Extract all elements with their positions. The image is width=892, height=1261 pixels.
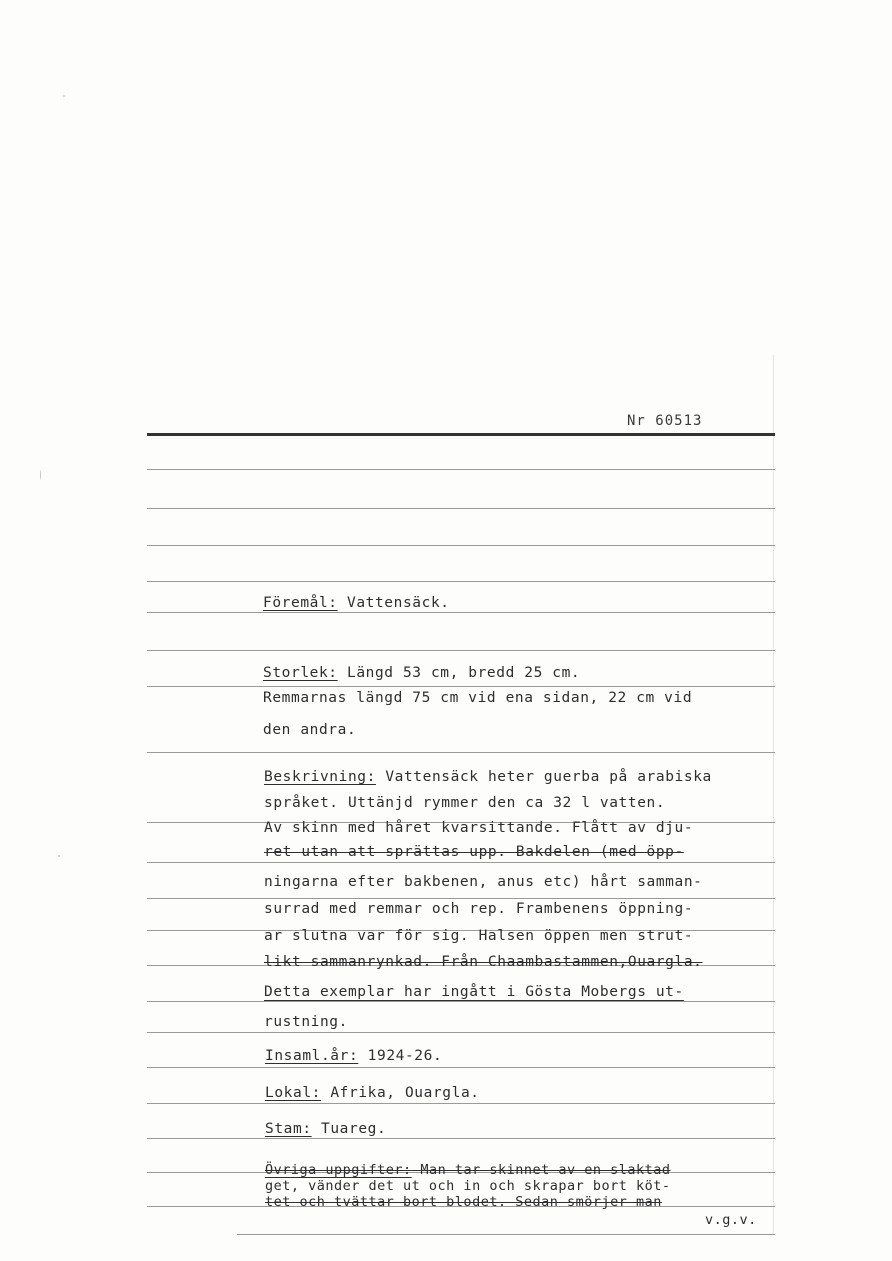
stam-label: Stam: — [265, 1121, 312, 1137]
insaml-label: Insaml.år: — [265, 1048, 359, 1064]
ovriga-line: get, vänder det ut och in och skrapar bort köt- — [265, 1178, 671, 1194]
ruled-line — [147, 1138, 775, 1139]
foremal-label: Föremål: — [263, 595, 338, 611]
beskrivning-label: Beskrivning: — [264, 769, 376, 785]
foremal-value: Vattensäck. — [346, 595, 450, 611]
ruled-line — [147, 1032, 775, 1033]
ruled-line — [147, 1001, 775, 1002]
lokal-field — [265, 1084, 480, 1102]
beskrivning-line-struck: likt sammanrynkad. Från Chaambastammen,Ouargla. — [264, 954, 703, 970]
storlek-field — [263, 664, 580, 682]
lokal-value: Afrika, Ouargla. — [330, 1085, 480, 1101]
ruled-line — [147, 469, 775, 470]
insaml-field — [265, 1047, 442, 1065]
paper-speck — [40, 470, 41, 480]
paper-speck — [63, 95, 65, 97]
stam-value: Tuareg. — [321, 1121, 387, 1137]
ruled-line — [147, 1067, 775, 1068]
lokal-label: Lokal: — [265, 1085, 321, 1101]
ruled-line — [147, 1103, 775, 1104]
storlek-line: Remmarnas längd 75 cm vid ena sidan, 22 cm vid — [263, 690, 693, 706]
ruled-line — [147, 862, 775, 863]
beskrivning-field — [264, 768, 712, 786]
beskrivning-line: Av skinn med håret kvarsittande. Flått av dju- — [264, 820, 694, 836]
ovriga-line-struck: tet och tvättar bort blodet. Sedan smörjer man — [265, 1194, 662, 1210]
ovriga-line: Man tar skinnet av en slaktad — [420, 1162, 671, 1178]
beskrivning-line-struck: ret utan att sprättas upp. Bakdelen (med öpp- — [264, 844, 684, 860]
beskrivning-line: surrad med remmar och rep. Frambenens öppning- — [264, 901, 694, 917]
beskrivning-line: språket. Uttänjd rymmer den ca 32 l vatten. — [264, 795, 666, 811]
ruled-line — [147, 686, 775, 687]
beskrivning-line: rustning. — [264, 1014, 348, 1030]
ruled-line — [147, 898, 775, 899]
insaml-value: 1924-26. — [367, 1048, 443, 1064]
ovriga-label: Övriga uppgifter: — [265, 1162, 412, 1178]
beskrivning-line: ningarna efter bakbenen, anus etc) hårt samman- — [264, 874, 703, 890]
storlek-line: den andra. — [263, 722, 357, 738]
ruled-line — [147, 581, 775, 582]
header-rule — [147, 433, 775, 436]
foremal-field — [263, 594, 450, 612]
ruled-line — [147, 612, 775, 613]
ruled-line — [147, 545, 775, 546]
stam-field — [265, 1120, 386, 1138]
paper-speck — [58, 855, 60, 857]
beskrivning-line: Detta exemplar har ingått i Gösta Mobergs ut- — [264, 984, 684, 1000]
storlek-label: Storlek: — [263, 665, 338, 681]
ruled-line — [237, 1234, 775, 1235]
catalog-number: Nr 60513 — [627, 413, 703, 429]
ruled-line — [147, 650, 775, 651]
continued-note: v.g.v. — [705, 1212, 757, 1228]
ruled-line — [147, 752, 775, 753]
beskrivning-line: Vattensäck heter guerba på arabiska — [385, 769, 712, 785]
ovriga-field — [265, 1163, 671, 1177]
ruled-line — [147, 508, 775, 509]
beskrivning-line: ar slutna var för sig. Halsen öppen men strut- — [264, 928, 694, 944]
storlek-line: Längd 53 cm, bredd 25 cm. — [346, 665, 581, 681]
